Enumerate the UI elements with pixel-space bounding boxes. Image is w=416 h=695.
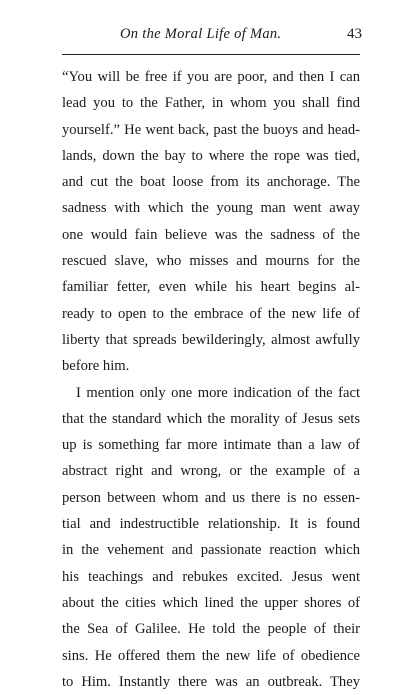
- text-line: lands, down the bay to where the rope was tied,: [62, 147, 360, 164]
- text-line: up is something far more intimate than a law of: [62, 437, 360, 454]
- paragraph-end-line: before him.: [62, 358, 130, 375]
- text-line: and cut the boat loose from its anchorage. The: [62, 174, 360, 191]
- text-line: person between whom and us there is no essen-: [62, 489, 360, 506]
- text-line: his teachings and rebukes excited. Jesus went: [62, 568, 360, 585]
- text-line: to Him. Instantly there was an outbreak. They: [62, 673, 360, 690]
- text-line: sadness with which the young man went away: [62, 200, 360, 217]
- paragraph-start-line: I mention only one more indication of the fact: [76, 384, 360, 401]
- text-line: ready to open to the embrace of the new life of: [62, 305, 360, 322]
- text-line: familiar fetter, even while his heart begins al-: [62, 279, 360, 296]
- text-line: “You will be free if you are poor, and then I can: [62, 69, 360, 85]
- text-line: liberty that spreads bewilderingly, almost awfully: [62, 331, 360, 348]
- text-line: sins. He offered them the new life of obedience: [62, 647, 360, 664]
- running-title: On the Moral Life of Man.: [120, 26, 282, 42]
- text-line: one would fain believe was the sadness of the: [62, 226, 360, 243]
- page-number: 43: [347, 26, 362, 42]
- header-rule: [62, 54, 360, 55]
- running-head: [62, 26, 362, 48]
- text-line: rescued slave, who misses and mourns for the: [62, 253, 360, 270]
- text-line: the Sea of Galilee. He told the people of their: [62, 621, 360, 638]
- text-line: in the vehement and passionate reaction which: [62, 542, 360, 559]
- text-line: that the standard which the morality of Jesus sets: [62, 410, 360, 427]
- text-line: tial and indestructible relationship. It is found: [62, 516, 360, 533]
- body-text: [62, 64, 360, 695]
- text-line: yourself.” He went back, past the buoys and head-: [62, 121, 360, 138]
- text-line: abstract right and wrong, or the example of a: [62, 463, 360, 480]
- text-line: about the cities which lined the upper shores of: [62, 594, 360, 611]
- text-line: lead you to the Father, in whom you shall find: [62, 95, 360, 112]
